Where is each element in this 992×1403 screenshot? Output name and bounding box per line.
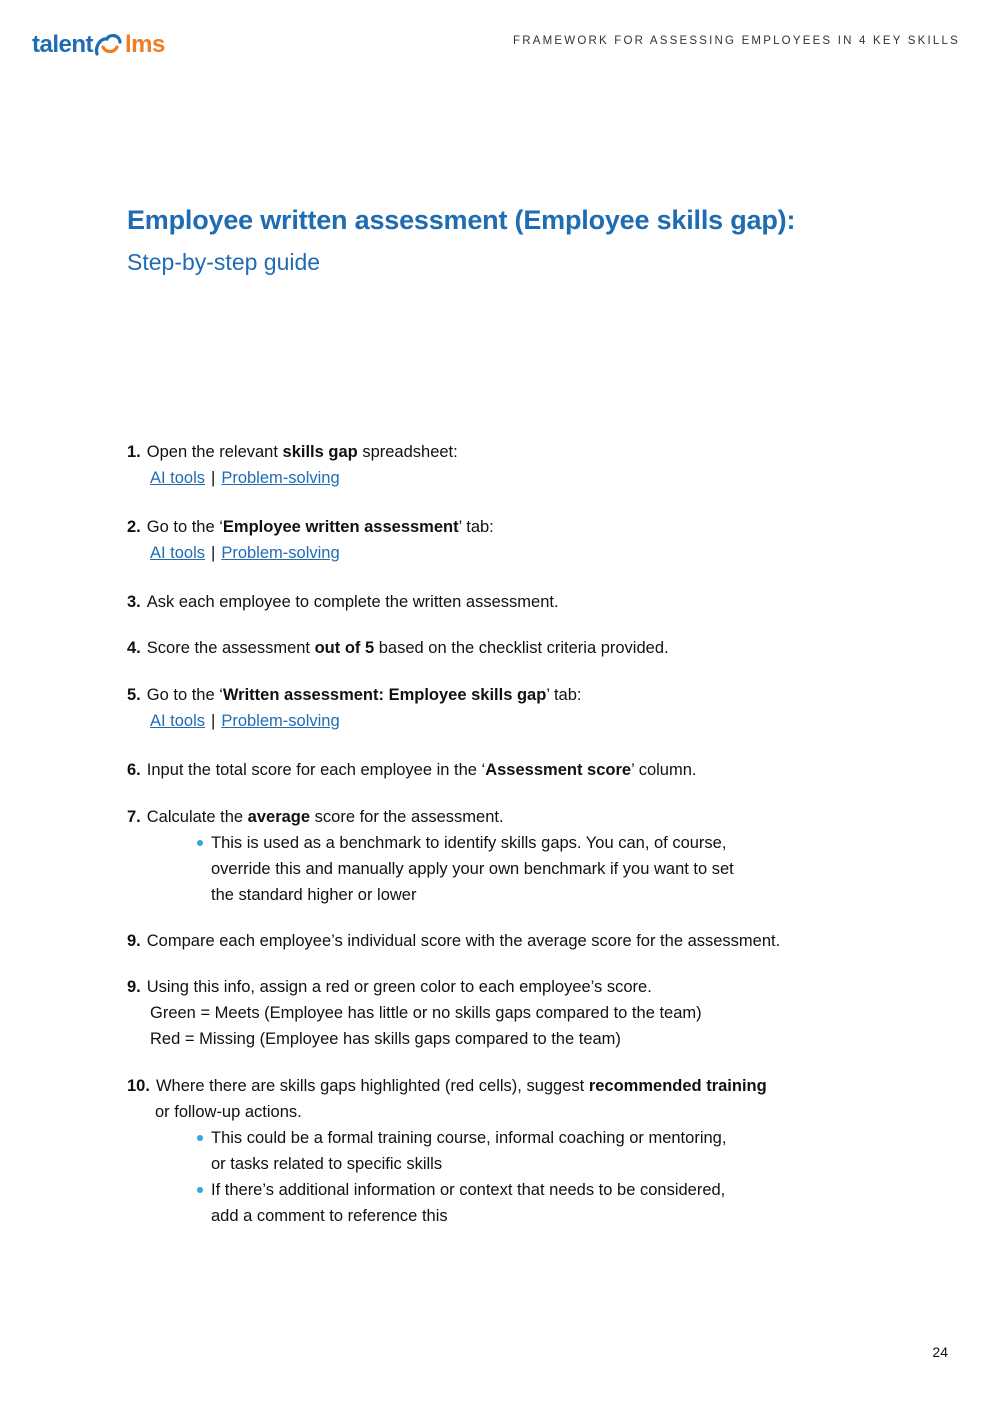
step-2: [127, 514, 887, 589]
bullet-line: This is used as a benchmark to identify skills gaps. You can, of course,: [211, 834, 727, 852]
step-number: 10.: [127, 1077, 150, 1095]
step-text: spreadsheet:: [357, 443, 458, 461]
red-definition: Red = Missing (Employee has skills gaps compared to the team): [150, 1030, 621, 1048]
page-subtitle: Step-by-step guide: [127, 249, 321, 275]
bullet-line: This could be a formal training course, informal coaching or mentoring,: [211, 1129, 727, 1147]
step-number: 1.: [127, 443, 141, 461]
step-bold-text: out of 5: [314, 639, 375, 657]
step-number: 9.: [127, 932, 141, 950]
link-separator: |: [211, 469, 216, 487]
ai-tools-link[interactable]: AI tools: [150, 712, 206, 730]
green-definition: Green = Meets (Employee has little or no skills gaps compared to the team): [150, 1004, 702, 1022]
bullet-item: [197, 830, 887, 908]
talentlms-logo: [32, 28, 165, 62]
page-number: 24: [932, 1344, 948, 1360]
step-6: [127, 757, 887, 804]
step-number: 4.: [127, 639, 141, 657]
document-title: FRAMEWORK FOR ASSESSING EMPLOYEES IN 4 KEY SKILLS: [513, 35, 960, 47]
step-text: ’ column.: [631, 761, 697, 779]
problem-solving-link[interactable]: Problem-solving: [221, 544, 340, 562]
step-text: Ask each employee to complete the written assessment.: [146, 593, 559, 611]
ai-tools-link[interactable]: AI tools: [150, 544, 206, 562]
step-bold-text: skills gap: [282, 443, 358, 461]
step-text: Calculate the: [146, 808, 248, 826]
problem-solving-link[interactable]: Problem-solving: [221, 712, 340, 730]
step-text: Input the total score for each employee in the ‘: [146, 761, 486, 779]
step-bold-text: Assessment score: [485, 761, 632, 779]
step-bold-text: recommended training: [588, 1077, 767, 1095]
step-bold-text: average: [247, 808, 311, 826]
step-number: 3.: [127, 593, 141, 611]
step-text: Go to the ‘: [146, 686, 223, 704]
bullet-line: add a comment to reference this: [211, 1207, 448, 1225]
step-9: [127, 974, 887, 1073]
step-number: 7.: [127, 808, 141, 826]
step-bold-text: Written assessment: Employee skills gap: [222, 686, 547, 704]
step-number: 2.: [127, 518, 141, 536]
step-7: [127, 804, 887, 928]
step-bold-text: Employee written assessment: [222, 518, 459, 536]
step-5: [127, 682, 887, 757]
bullet-item: [197, 1177, 887, 1229]
link-separator: |: [211, 544, 216, 562]
step-8: [127, 928, 887, 974]
logo-talent-text: talent: [32, 31, 94, 58]
steps-list: [127, 439, 887, 1229]
step-7-bullets: [127, 830, 887, 908]
bullet-line: the standard higher or lower: [211, 886, 417, 904]
step-text: score for the assessment.: [310, 808, 504, 826]
bullet-item: [197, 1125, 887, 1177]
step-number: 9.: [127, 978, 141, 996]
step-3: [127, 589, 887, 635]
bullet-line: or tasks related to specific skills: [211, 1155, 443, 1173]
step-text: Using this info, assign a red or green color to each employee’s score.: [146, 978, 652, 996]
step-10-bullets: [127, 1125, 887, 1229]
step-text: Compare each employee’s individual score with the average score for the assessment.: [146, 932, 781, 950]
step-text: ’ tab:: [458, 518, 494, 536]
step-1: [127, 439, 887, 514]
step-text: Score the assessment: [146, 639, 315, 657]
step-10: [127, 1073, 887, 1229]
step-text-continued: or follow-up actions.: [155, 1103, 302, 1121]
step-number: 6.: [127, 761, 141, 779]
bullet-line: override this and manually apply your own benchmark if you want to set: [211, 860, 734, 878]
step-text: Where there are skills gaps highlighted (red cells), suggest: [155, 1077, 589, 1095]
cloud-smile-icon: [94, 33, 124, 57]
step-4: [127, 635, 887, 682]
step-text: Go to the ‘: [146, 518, 223, 536]
step-number: 5.: [127, 686, 141, 704]
step-text: ’ tab:: [546, 686, 582, 704]
problem-solving-link[interactable]: Problem-solving: [221, 469, 340, 487]
link-separator: |: [211, 712, 216, 730]
logo-lms-text: lms: [125, 31, 165, 58]
ai-tools-link[interactable]: AI tools: [150, 469, 206, 487]
page-title: Employee written assessment (Employee skills gap):: [127, 205, 796, 235]
bullet-line: If there’s additional information or context that needs to be considered,: [211, 1181, 726, 1199]
step-text: Open the relevant: [146, 443, 283, 461]
step-text: based on the checklist criteria provided.: [374, 639, 669, 657]
